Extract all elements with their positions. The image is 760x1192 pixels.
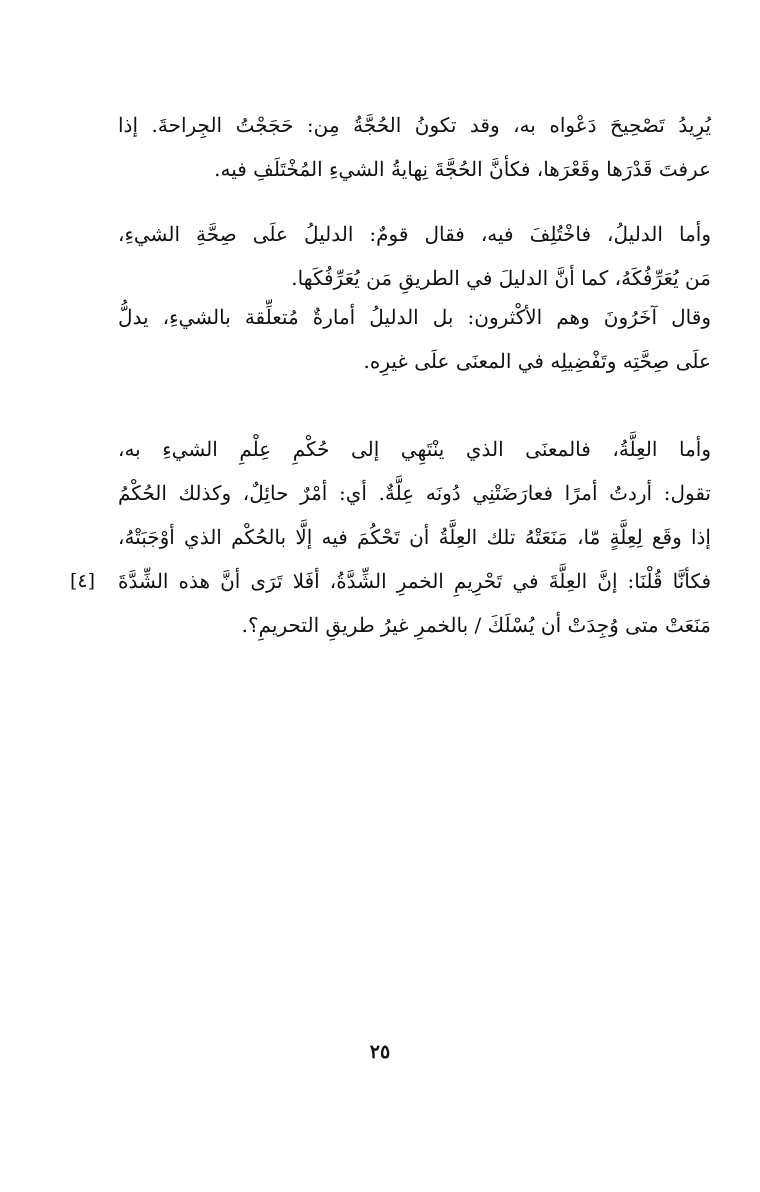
text-line: وأما الدليلُ، فاخْتُلِفَ فيه، فقال قومٌ: الدليلُ علَى صِحَّةِ الشيءِ، — [118, 222, 711, 246]
manuscript-folio-reference: [٤] — [70, 570, 96, 592]
paragraph-1 — [118, 103, 711, 191]
paragraph-4 — [118, 427, 711, 647]
text-line: فكأنَّا قُلْنَا: إنَّ العِلَّةَ في تَحْرِيمِ الخمرِ الشِّدَّةُ، أفَلا تَرَى أنَّ هذه الشِّدَّةَ — [118, 569, 711, 593]
text-line: علَى صِحَّتِه وتَفْضِيلِه في المعنَى علَى غيرِه. — [363, 349, 711, 373]
page-number: ٢٥ — [369, 1041, 391, 1063]
text-line: وأما العِلَّةُ، فالمعنَى الذي ينْتَهِي إلى حُكْمِ عِلْمِ الشيءِ به، — [118, 437, 711, 461]
paragraph-3 — [118, 295, 711, 383]
text-line: يُرِيدُ تَصْحِيحَ دَعْواه به، وقد تكونُ الحُجَّةُ مِن: حَجَجْتُ الجِراحةَ. إذا — [118, 113, 711, 137]
text-line: إذا وقَع لِعِلَّةٍ مّا، مَنَعَتْهُ تلك العِلَّةُ أن تَحْكُمَ فيه إلَّا بالحُكْم الذي أوْجَبَتْهُ، — [118, 525, 711, 549]
text-line: عرفتَ قَدْرَها وقَعْرَها، فكأنَّ الحُجَّةَ نِهايةُ الشيءِ المُخْتَلَفِ فيه. — [214, 157, 711, 181]
text-line: تقول: أردتُ أمرًا فعارَضَتْنِي دُونَه عِلَّةٌ. أي: أمْرٌ حائِلٌ، وكذلك الحُكْمُ — [118, 481, 711, 505]
text-line: مَن يُعَرِّفُكَهُ، كما أنَّ الدليلَ في الطريقِ مَن يُعَرِّفُكَها. — [291, 266, 711, 290]
paragraph-2 — [118, 212, 711, 300]
text-line: مَنَعَتْ متى وُجِدَتْ أن يُسْلَكَ / بالخمرِ غيرُ طريقِ التحريمِ؟. — [241, 613, 711, 637]
text-line: وقال آخَرُونَ وهم الأكْثرون: بل الدليلُ أمارةٌ مُتعلِّقة بالشيءِ، يدلُّ — [118, 305, 711, 329]
